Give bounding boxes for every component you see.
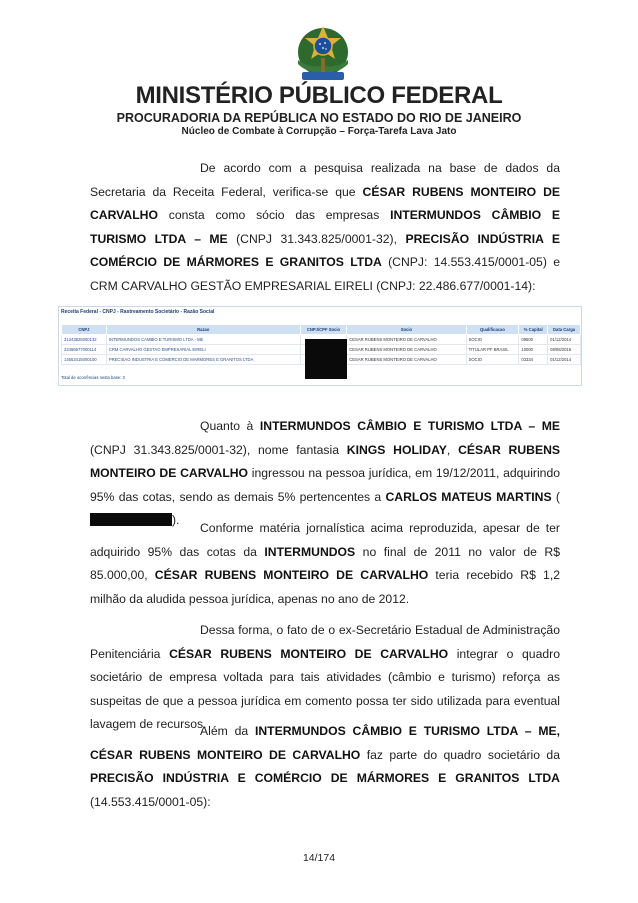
table-caption: Receita Federal - CNPJ - Rastreamento Societário - Razão Social (61, 309, 215, 315)
redaction-box (305, 339, 347, 379)
table-footer: Total de ocorrências nesta base: 3 (61, 375, 125, 380)
coat-of-arms-emblem (288, 22, 358, 86)
paragraph-5: Além da INTERMUNDOS CÂMBIO E TURISMO LTDA – ME, CÉSAR RUBENS MONTEIRO DE CARVALHO faz parte do quadro societário da PRECISÃO INDÚSTRIA E COMÉRCIO DE MÁRMORES E GRANITOS LTDA (14.553.415/0001-05): (90, 724, 560, 809)
col-header: Socio (347, 325, 466, 335)
table-row: 22486677000114 CRM CARVALHO GESTAO EMPRESARIAL EIRELI CESAR RUBENS MONTEIRO DE CARVALHO TITULAR PF BRASIL 10000 09/08/2016 (62, 345, 581, 355)
col-header: CNPJ (62, 325, 107, 335)
page-subtitle: PROCURADORIA DA REPÚBLICA NO ESTADO DO RIO DE JANEIRO (116, 111, 522, 125)
table-row: 14553415000100 PRECISAO INDUSTRIA E COMERCIO DE MARMORES E GRANITOS LTDA CESAR RUBENS MONTEIRO DE CARVALHO SOCIO 03334 01/12/2014 (62, 355, 581, 365)
page-number: 14/174 (302, 852, 336, 864)
unit-name: Núcleo de Combate à Corrupção – Força-Tarefa Lava Jato (181, 126, 457, 137)
paragraph-2: Quanto à INTERMUNDOS CÂMBIO E TURISMO LTDA – ME (CNPJ 31.343.825/0001-32), nome fantasia KINGS HOLIDAY, CÉSAR RUBENS MONTEIRO DE CARVALHO ingressou na pessoa jurídica, em 19/12/2011, adquirindo 95% das cotas, sendo as demais 5% pertencentes a CARLOS MATEUS MARTINS (). (90, 419, 561, 527)
paragraph-4: Dessa forma, o fato de o ex-Secretário Estadual de Administração Penitenciária CÉSAR RUBENS MONTEIRO DE CARVALHO integrar o quadro societário de empresa voltada para tais atividades (câmbio e turismo) reforça as suspeitas de que a pessoa jurídica em comento possa ter sido utilizada para eventual lavagem de recursos. (90, 623, 560, 731)
col-header: Qualificacao (466, 325, 519, 335)
col-header: CNPJ/CPF Socio (300, 325, 346, 335)
col-header: Data Carga (548, 325, 581, 335)
col-header: % Capital (519, 325, 548, 335)
col-header: Razao (106, 325, 300, 335)
paragraph-1: De acordo com a pesquisa realizada na base de dados da Secretaria da Receita Federal, verifica-se que CÉSAR RUBENS MONTEIRO DE CARVALHO consta como sócio das empresas INTERMUNDOS CÂMBIO E TURISMO LTDA – ME (CNPJ 31.343.825/0001-32), PRECISÃO INDÚSTRIA E COMÉRCIO DE MÁRMORES E GRANITOS LTDA (CNPJ: 14.553.415/0001-05) e CRM CARVALHO GESTÃO EMPRESARIAL EIRELI (CNPJ: 22.486.677/0001-14): (90, 161, 561, 293)
paragraph-3: Conforme matéria jornalística acima reproduzida, apesar de ter adquirido 95% das cotas da INTERMUNDOS no final de 2011 no valor de R$ 85.000,00, CÉSAR RUBENS MONTEIRO DE CARVALHO teria recebido R$ 1,2 milhão da aludida pessoa jurídica, apenas no ano de 2012. (90, 521, 561, 606)
table-row: 31343825000132 INTERMUNDOS CAMBIO E TURISMO LTDA - ME CESAR RUBENS MONTEIRO DE CARVALHO SOCIO 09500 01/12/2014 (62, 335, 581, 345)
page-title: MINISTÉRIO PÚBLICO FEDERAL (135, 82, 503, 109)
